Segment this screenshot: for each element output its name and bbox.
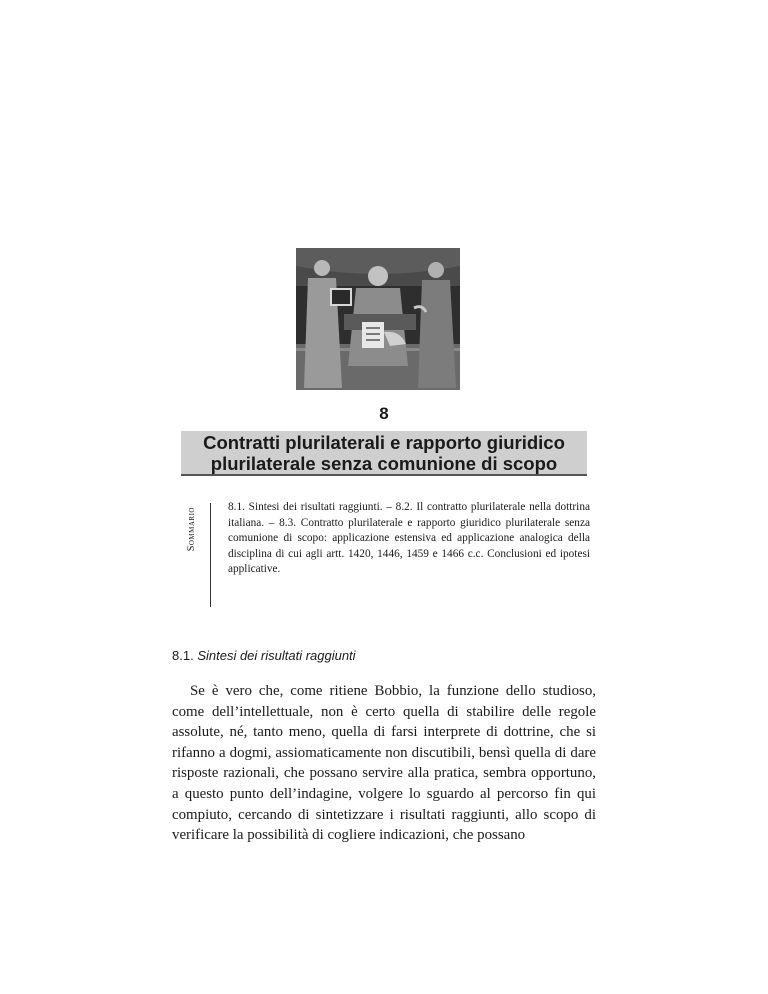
chapter-number: 8 bbox=[379, 404, 389, 423]
section-heading bbox=[172, 648, 356, 663]
sommario-text: 8.1. Sintesi dei risultati raggiunti. – 8.2. Il contratto plurilaterale nella dottrina italiana. – 8.3. Contratto plurilaterale e rapporto giuridico plurilaterale senza comunione di scopo: applicazione estensiva ed applicazione analogica della disciplina di cui agli artt. 1420, 1446, 1459 e 1466 c.c. Conclusioni ed ipotesi applicative. bbox=[228, 501, 590, 576]
chapter-title-line-1: Contratti plurilaterali e rapporto giuridico bbox=[203, 432, 565, 453]
section-title: Sintesi dei risultati raggiunti bbox=[197, 648, 356, 663]
chapter-title-line-2: plurilaterale senza comunione di scopo bbox=[210, 453, 558, 474]
body-paragraph: Se è vero che, come ritiene Bobbio, la funzione dello studioso, come dell’intellettuale, non è certo quella di stabilire delle regole assolute, né, tanto meno, quella di farsi interprete di dottrine, che si rifanno a dogmi, assiomaticamente non discutibili, bensì quella di dare risposte razionali, che possano servire alla pratica, sembra opportuno, a questo punto dell’indagine, volgere lo sguardo al percorso fin qui compiuto, cercando di sintetizzare i risultati raggiunti, allo scopo di verificare la possibilità di cogliere indicazioni, che possano bbox=[172, 683, 596, 844]
sommario-label: Sommario bbox=[186, 507, 197, 552]
sommario-divider bbox=[210, 503, 211, 607]
section-number: 8.1. bbox=[172, 648, 194, 663]
illustration-graphic bbox=[296, 248, 460, 390]
medieval-scholars-illustration bbox=[296, 248, 460, 390]
chapter-title bbox=[181, 431, 587, 476]
